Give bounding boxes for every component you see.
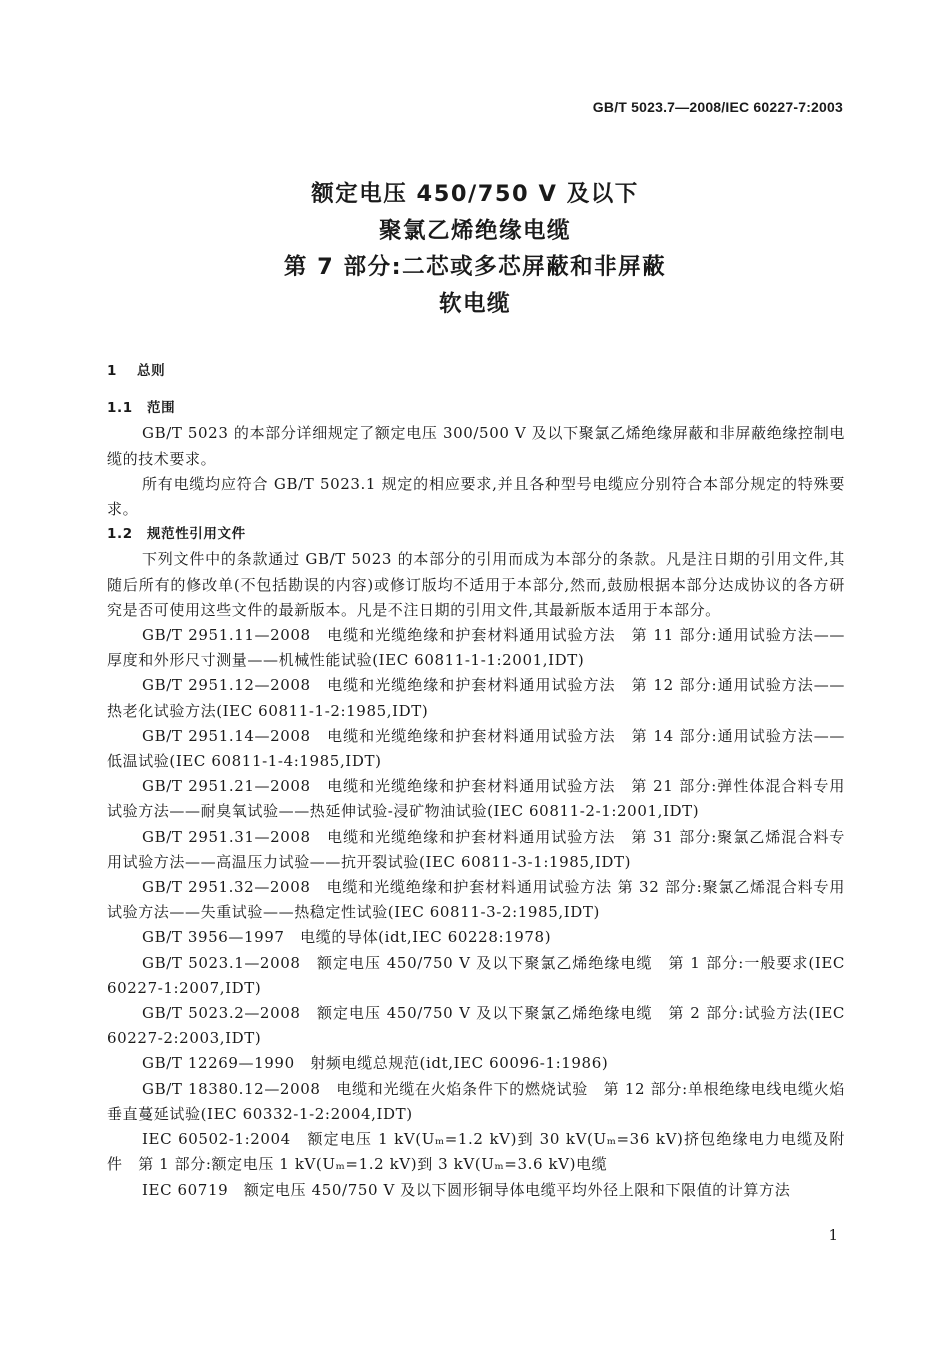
reference-item: GB/T 5023.2—2008 额定电压 450/750 V 及以下聚氯乙烯绝缘电缆 第 2 部分:试验方法(IEC 60227-2:2003,IDT) <box>107 1004 845 1048</box>
reference-item: GB/T 2951.14—2008 电缆和光缆绝缘和护套材料通用试验方法 第 14 部分:通用试验方法——低温试验(IEC 60811-1-4:1985,IDT) <box>107 726 845 771</box>
reference-item: GB/T 2951.31—2008 电缆和光缆绝缘和护套材料通用试验方法 第 31 部分:聚氯乙烯混合料专用试验方法——高温压力试验——抗开裂试验(IEC 60811-3-1:1985,IDT) <box>107 827 845 871</box>
document-title <box>0 176 950 322</box>
reference-item: GB/T 2951.32—2008 电缆和光缆绝缘和护套材料通用试验方法 第 32 部分:聚氯乙烯混合料专用试验方法——失重试验——热稳定性试验(IEC 60811-3-2:1985,IDT) <box>107 878 845 922</box>
section-1-1-heading <box>107 396 845 421</box>
section-1-title: 总则 <box>137 363 166 379</box>
title-line-2: 聚氯乙烯绝缘电缆 <box>378 217 571 244</box>
scope-paragraph: 所有电缆均应符合 GB/T 5023.1 规定的相应要求,并且各种型号电缆应分别符合本部分规定的特殊要求。 <box>107 474 845 519</box>
section-1-1-number: 1.1 <box>107 400 133 417</box>
page-number: 1 <box>828 1226 838 1244</box>
reference-item: GB/T 2951.11—2008 电缆和光缆绝缘和护套材料通用试验方法 第 11 部分:通用试验方法——厚度和外形尺寸测量——机械性能试验(IEC 60811-1-1:2001,IDT) <box>107 626 845 670</box>
document-body <box>107 359 845 1203</box>
section-1-number: 1 <box>107 363 117 379</box>
reference-item: GB/T 12269—1990 射频电缆总规范(idt,IEC 60096-1:1986) <box>142 1054 609 1073</box>
reference-item: GB/T 5023.1—2008 额定电压 450/750 V 及以下聚氯乙烯绝缘电缆 第 1 部分:一般要求(IEC 60227-1:2007,IDT) <box>107 953 845 997</box>
title-line-1: 额定电压 450/750 V 及以下 <box>311 181 639 207</box>
reference-item: IEC 60719 额定电压 450/750 V 及以下圆形铜导体电缆平均外径上限和下限值的计算方法 <box>142 1180 791 1199</box>
references-intro: 下列文件中的条款通过 GB/T 5023 的本部分的引用而成为本部分的条款。凡是注日期的引用文件,其随后所有的修改单(不包括勘误的内容)或修订版均不适用于本部分,然而,鼓励根据本部分达成协议的各方研究是否可使用这些文件的最新版本。凡是不注日期的引用文件,其最新版本适用于本部分。 <box>107 550 845 619</box>
section-1-2-number: 1.2 <box>107 526 133 543</box>
section-1-1-title: 范围 <box>147 400 176 417</box>
scope-paragraph: GB/T 5023 的本部分详细规定了额定电压 300/500 V 及以下聚氯乙烯绝缘屏蔽和非屏蔽绝缘控制电缆的技术要求。 <box>107 424 845 468</box>
reference-item: GB/T 2951.12—2008 电缆和光缆绝缘和护套材料通用试验方法 第 12 部分:通用试验方法——热老化试验方法(IEC 60811-1-2:1985,IDT) <box>107 676 845 720</box>
standard-code: GB/T 5023.7—2008/IEC 60227-7:2003 <box>592 99 843 115</box>
title-line-3: 第 7 部分:二芯或多芯屏蔽和非屏蔽 <box>283 254 667 280</box>
title-line-4: 软电缆 <box>438 290 511 317</box>
reference-item: IEC 60502-1:2004 额定电压 1 kV(Uₘ=1.2 kV)到 30 kV(Uₘ=36 kV)挤包绝缘电力电缆及附件 第 1 部分:额定电压 1 kV(Uₘ=1.2 kV)到 3 kV(Uₘ=3.6 kV)电缆 <box>107 1130 845 1174</box>
section-1-2-heading <box>107 522 845 547</box>
section-1-heading <box>107 359 845 384</box>
section-1-2-title: 规范性引用文件 <box>147 526 246 543</box>
reference-item: GB/T 3956—1997 电缆的导体(idt,IEC 60228:1978) <box>142 928 552 947</box>
reference-item: GB/T 18380.12—2008 电缆和光缆在火焰条件下的燃烧试验 第 12 部分:单根绝缘电线电缆火焰垂直蔓延试验(IEC 60332-1-2:2004,IDT) <box>107 1079 845 1123</box>
reference-item: GB/T 2951.21—2008 电缆和光缆绝缘和护套材料通用试验方法 第 21 部分:弹性体混合料专用试验方法——耐臭氧试验——热延伸试验-浸矿物油试验(IEC 60811-2-1:2001,IDT) <box>107 777 845 821</box>
